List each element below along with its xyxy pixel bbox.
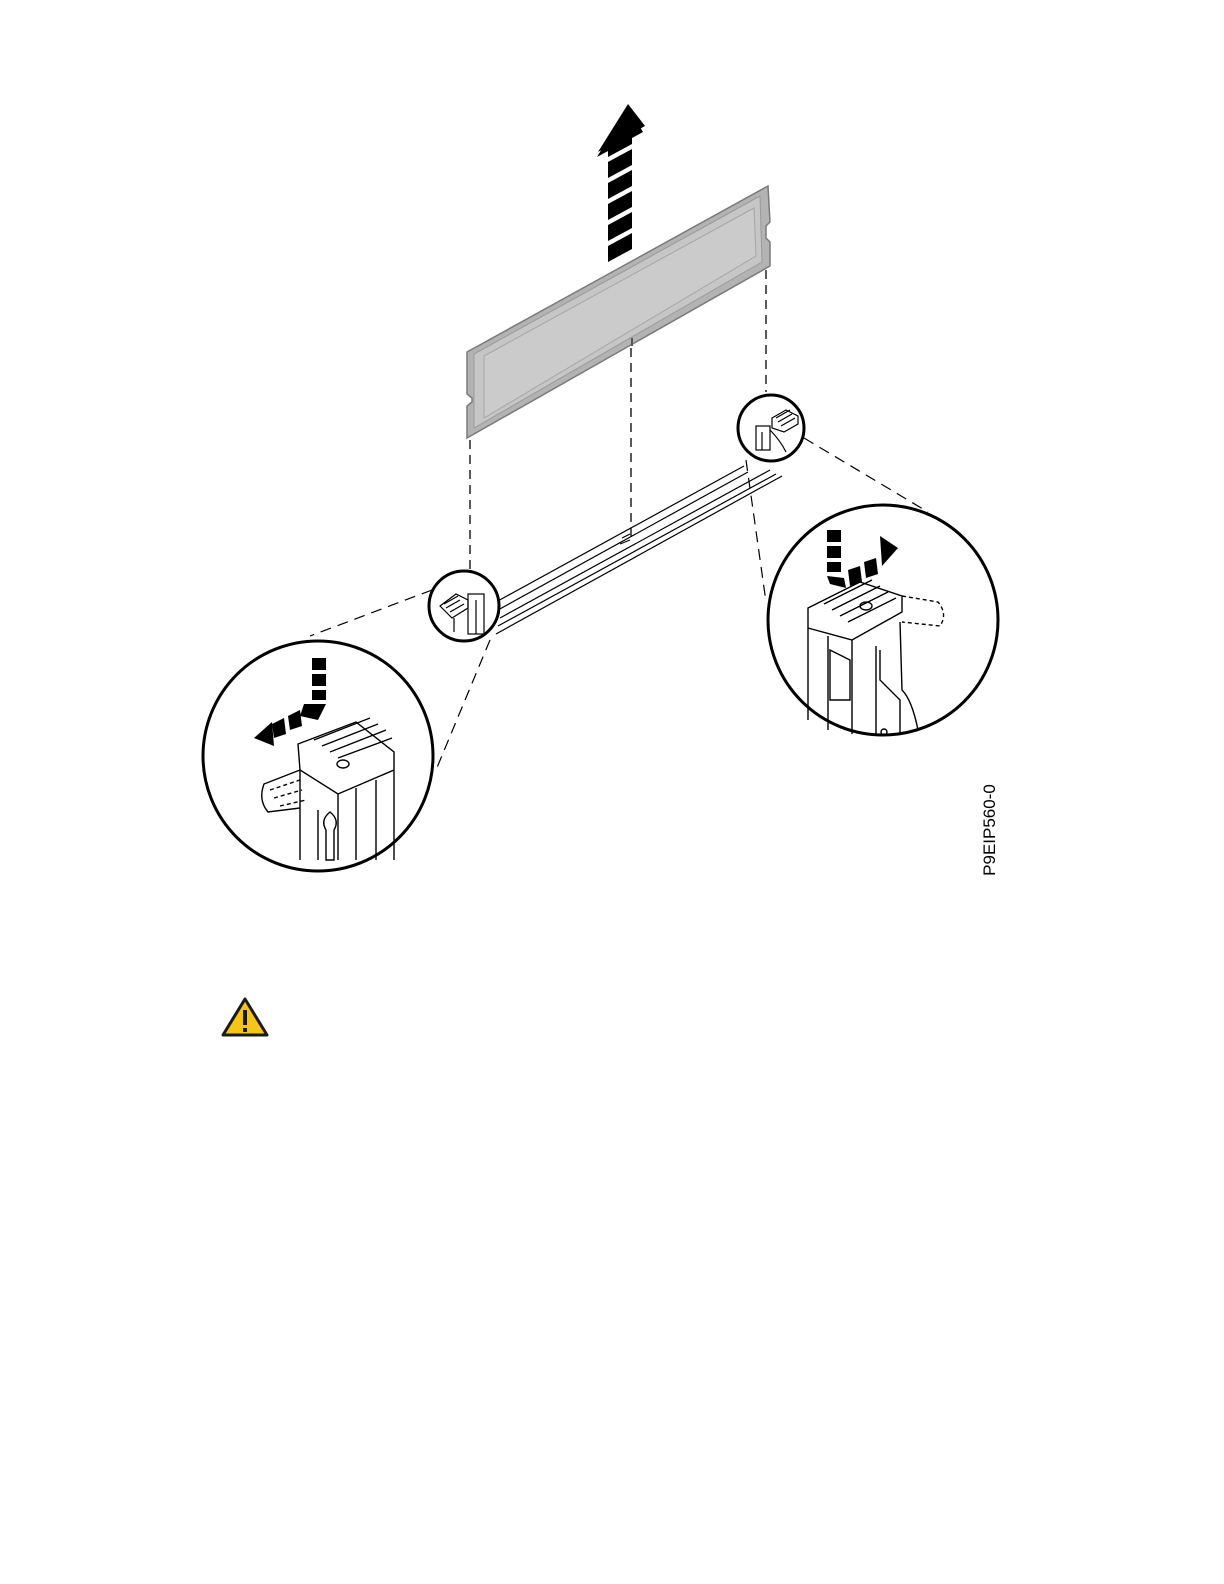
latch-detail-right bbox=[768, 505, 998, 735]
warning-triangle-icon bbox=[221, 996, 269, 1038]
memory-slot-connector bbox=[496, 466, 782, 634]
latch-detail-left bbox=[203, 641, 433, 871]
lift-up-arrow-icon bbox=[597, 104, 645, 262]
figure-identifier: P9EIP560-0 bbox=[980, 784, 999, 876]
slot-latch-callout-left bbox=[429, 571, 499, 641]
slot-latch-callout-right bbox=[738, 395, 804, 461]
